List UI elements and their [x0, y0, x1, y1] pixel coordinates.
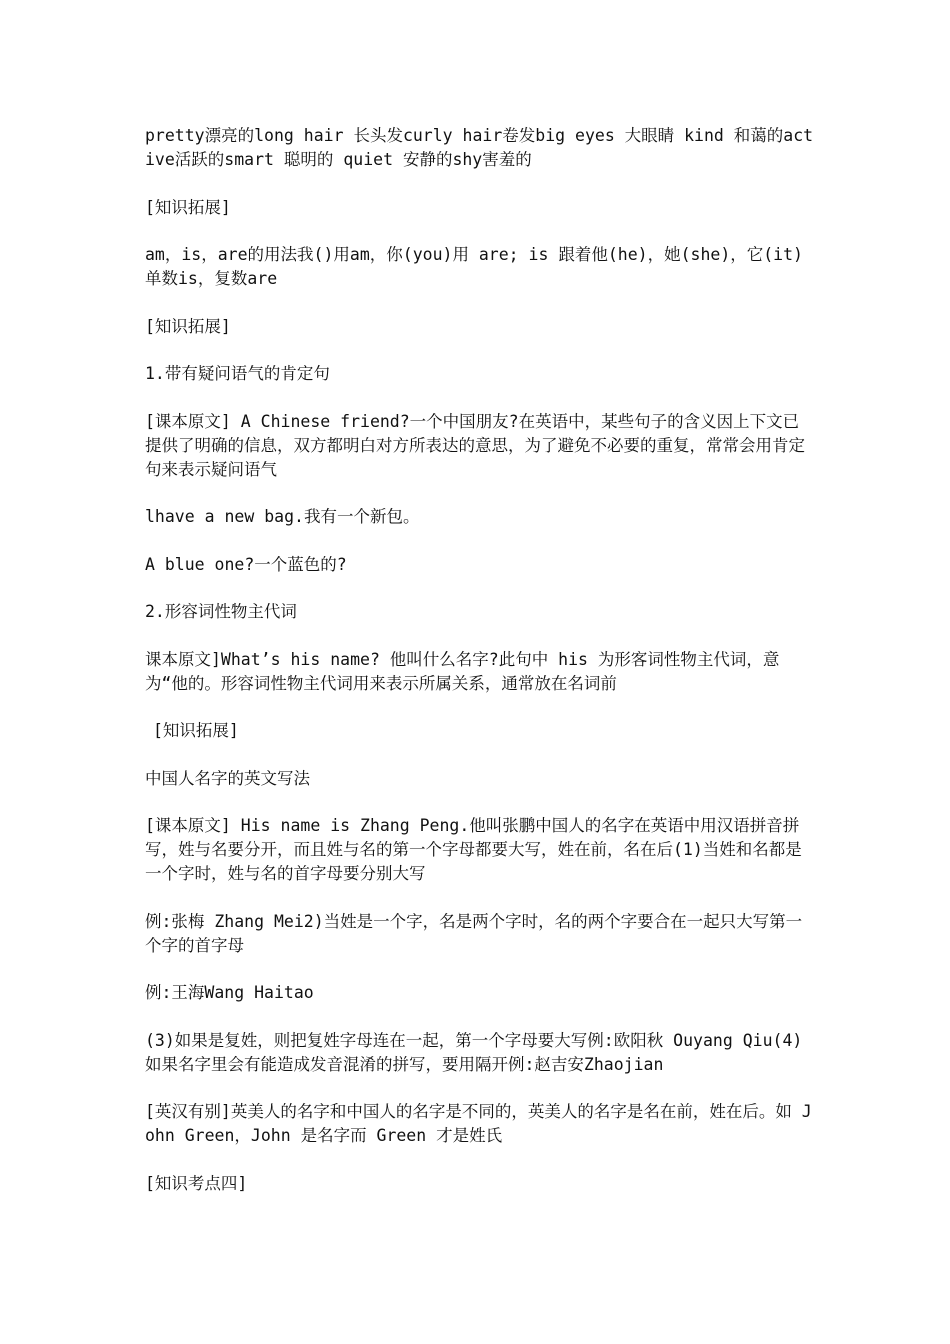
paragraph-textbook-original: [课本原文] His name is Zhang Peng.他叫张鹏中国人的名字在英语中用汉语拼音拼写，姓与名要分开，而且姓与名的第一个字母都要大写，姓在前，名在后(1)当姓和名都是一个字时，姓与名的首字母要分别大写 [145, 816, 802, 883]
section-heading-knowledge-extension: [知识拓展] [153, 721, 239, 740]
section-heading-knowledge-point-four: [知识考点四] [145, 1173, 248, 1193]
subheading-chinese-names: 中国人名字的英文写法 [145, 768, 310, 788]
paragraph-textbook-original: [课本原文] A Chinese friend?一个中国朋友?在英语中，某些句子的含义因上下文已提供了明确的信息，双方都明白对方所表达的意思，为了避免不必要的重复，常常会用肯定句来表示疑问语气 [145, 411, 805, 479]
example-sentence: lhave a new bag.我有一个新包。 [145, 507, 420, 526]
subheading-possessive-pronoun: 2.形容词性物主代词 [145, 602, 297, 621]
paragraph-english-chinese-difference: [英汉有别]英美人的名字和中国人的名字是不同的，英美人的名字是名在前，姓在后。如 John Green，John 是名字而 Green 才是姓氏 [145, 1102, 812, 1145]
subheading-affirmative-question: 1.带有疑问语气的肯定句 [145, 364, 330, 383]
example-paragraph: (3)如果是复姓，则把复姓字母连在一起，第一个字母要大写例:欧阳秋 Ouyang Qiu(4)如果名字里会有能造成发音混淆的拼写，要用隔开例:赵吉安Zhaojian [145, 1030, 803, 1074]
section-heading-knowledge-extension: [知识拓展] [145, 197, 231, 217]
section-heading-knowledge-extension: [知识拓展] [145, 316, 231, 336]
document-page [145, 124, 815, 1219]
paragraph-textbook-original: 课本原文]What’s his name? 他叫什么名字?此句中 his 为形客词性物主代词，意为“他的。形容词性物主代词用来表示所属关系，通常放在名词前 [145, 649, 780, 693]
paragraph-vocabulary: pretty漂亮的long hair 长头发curly hair卷发big eyes 大眼睛 kind 和蔼的active活跃的smart 聪明的 quiet 安静的shy害羞的 [145, 126, 814, 169]
example-paragraph: 例:张梅 Zhang Mei2)当姓是一个字，名是两个字时，名的两个字要合在一起只大写第一个字的首字母 [145, 911, 803, 955]
example-sentence: A blue one?一个蓝色的? [145, 554, 347, 574]
paragraph-am-is-are: am，is，are的用法我()用am，你(you)用 are; is 跟着他(he)，她(she)，它(it)单数is，复数are [145, 245, 803, 288]
example-paragraph: 例:王海Wang Haitao [145, 983, 314, 1002]
